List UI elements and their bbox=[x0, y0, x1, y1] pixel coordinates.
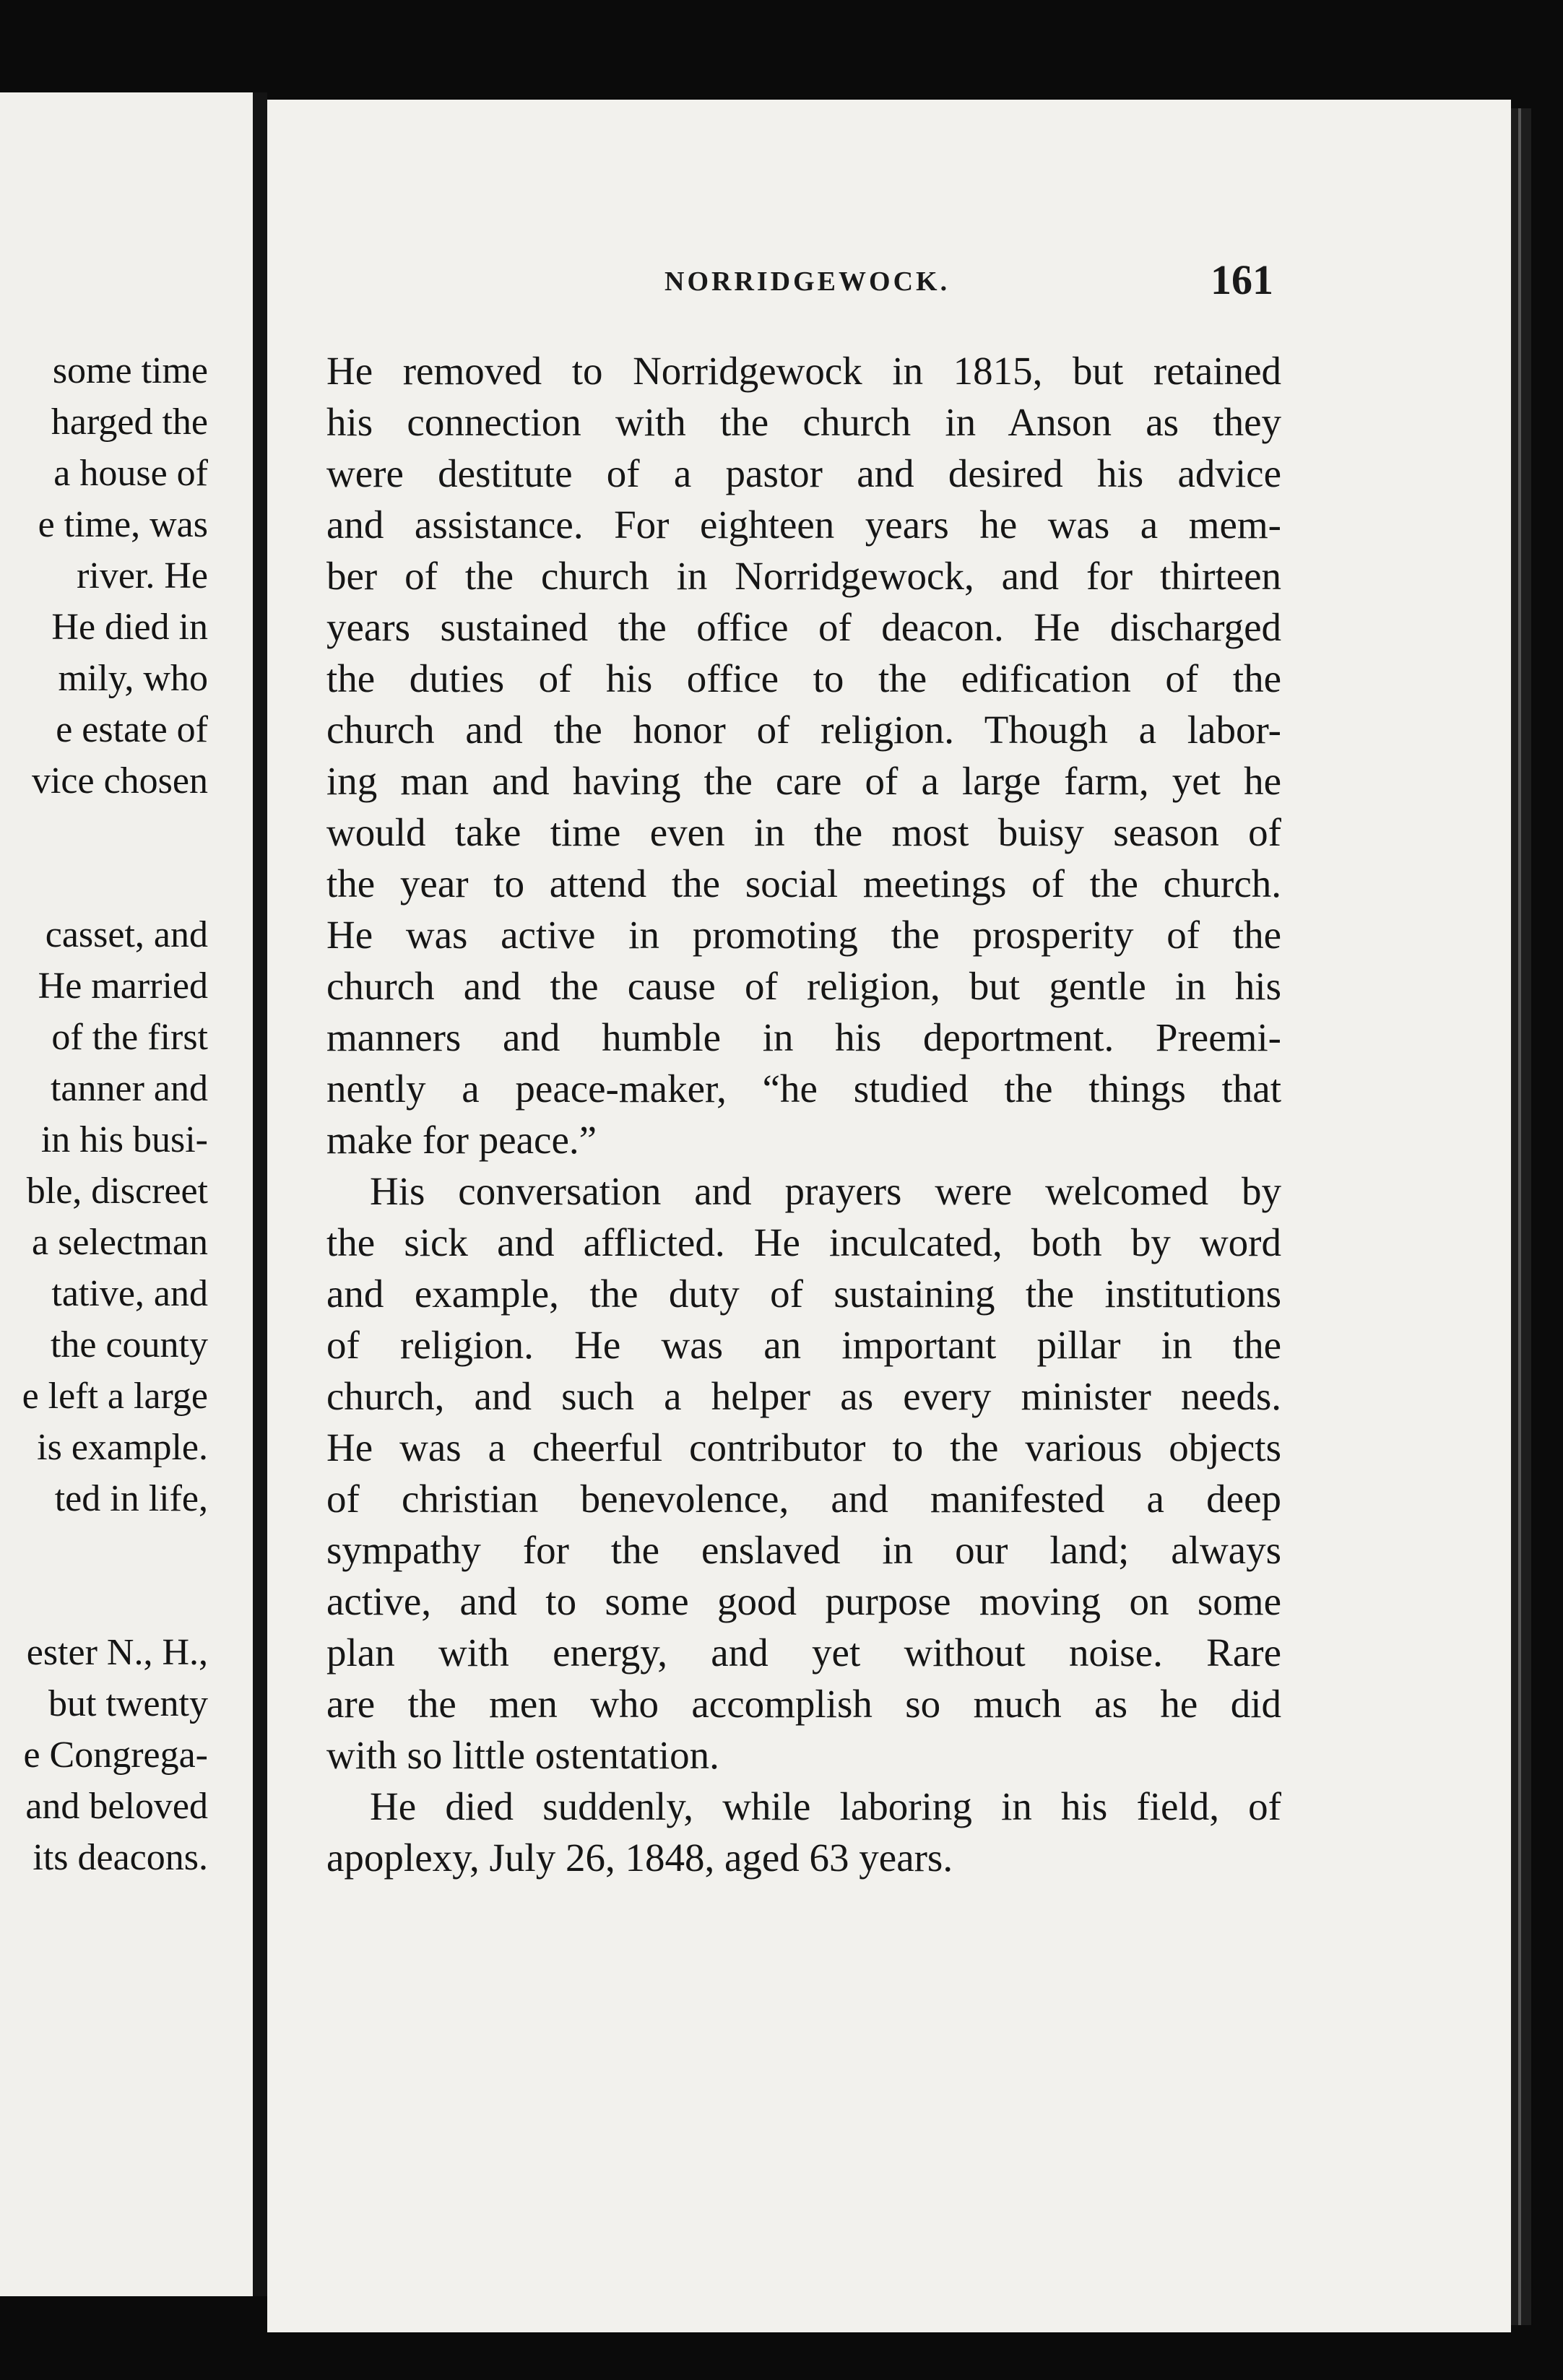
text-line: years sustained the office of deacon. He discharged bbox=[326, 605, 1281, 649]
paragraph-3 bbox=[326, 1781, 1281, 1883]
left-page bbox=[0, 92, 253, 2296]
left-line: vice chosen bbox=[31, 760, 208, 802]
page-number: 161 bbox=[1211, 256, 1273, 303]
left-line: of the first bbox=[51, 1017, 208, 1058]
text-line: were destitute of a pastor and desired his advice bbox=[326, 451, 1281, 495]
running-header bbox=[267, 256, 1511, 321]
left-page-text bbox=[0, 345, 208, 1883]
text-line: make for peace.” bbox=[326, 1118, 597, 1162]
left-line: the county bbox=[50, 1324, 208, 1365]
text-line: He was a cheerful contributor to the various objects bbox=[326, 1425, 1281, 1469]
text-line: He was active in promoting the prosperity of the bbox=[326, 913, 1281, 957]
text-line: He removed to Norridgewock in 1815, but retained bbox=[326, 349, 1281, 393]
paragraph-1 bbox=[326, 345, 1281, 1165]
text-line: are the men who accomplish so much as he did bbox=[326, 1682, 1281, 1726]
left-line: tative, and bbox=[51, 1273, 208, 1314]
page-edge bbox=[1511, 108, 1531, 2325]
left-line: ted in life, bbox=[54, 1478, 208, 1519]
left-line bbox=[0, 1576, 208, 1627]
page-edge-line bbox=[1518, 108, 1521, 2325]
book-gutter bbox=[253, 92, 267, 2296]
left-line: a selectman bbox=[32, 1222, 208, 1263]
text-line: active, and to some good purpose moving on some bbox=[326, 1579, 1281, 1623]
left-line bbox=[0, 1524, 208, 1576]
left-line: tanner and bbox=[50, 1068, 208, 1109]
body-text bbox=[326, 345, 1281, 1883]
text-line: the year to attend the social meetings of the church. bbox=[326, 861, 1281, 905]
text-line: of christian benevolence, and manifested a deep bbox=[326, 1477, 1281, 1521]
text-line: and example, the duty of sustaining the institutions bbox=[326, 1272, 1281, 1316]
left-line: He died in bbox=[51, 607, 208, 648]
left-line: mily, who bbox=[58, 658, 208, 699]
left-line bbox=[0, 858, 208, 909]
text-line: nently a peace-maker, “he studied the things that bbox=[326, 1067, 1281, 1111]
text-line: ber of the church in Norridgewock, and for thirteen bbox=[326, 554, 1281, 598]
text-line: ing man and having the care of a large farm, yet he bbox=[326, 759, 1281, 803]
left-line: its deacons. bbox=[33, 1837, 208, 1878]
text-line: his connection with the church in Anson as they bbox=[326, 400, 1281, 444]
text-line: plan with energy, and yet without noise. Rare bbox=[326, 1630, 1281, 1675]
text-line: His conversation and prayers were welcomed by bbox=[370, 1169, 1281, 1213]
text-line: church and the cause of religion, but gentle in his bbox=[326, 964, 1281, 1008]
text-line: manners and humble in his deportment. Preemi- bbox=[326, 1015, 1281, 1059]
text-line: church and the honor of religion. Though a labor- bbox=[326, 708, 1281, 752]
text-line: would take time even in the most buisy season of bbox=[326, 810, 1281, 854]
left-line bbox=[0, 807, 208, 858]
text-line: with so little ostentation. bbox=[326, 1733, 719, 1777]
left-line: ester N., H., bbox=[26, 1632, 208, 1673]
left-line: in his busi- bbox=[40, 1119, 208, 1160]
left-line: e time, was bbox=[38, 504, 208, 545]
text-line: apoplexy, July 26, 1848, aged 63 years. bbox=[326, 1836, 953, 1880]
left-line: e Congrega- bbox=[23, 1734, 208, 1776]
text-line: church, and such a helper as every minister needs. bbox=[326, 1374, 1281, 1418]
left-line: but twenty bbox=[48, 1683, 208, 1724]
text-line: the duties of his office to the edification of the bbox=[326, 656, 1281, 700]
running-title: NORRIDGEWOCK. bbox=[664, 266, 951, 297]
left-line: harged the bbox=[51, 401, 208, 443]
text-line: the sick and afflicted. He inculcated, both by word bbox=[326, 1220, 1281, 1264]
left-line: a house of bbox=[53, 453, 208, 494]
left-line: e left a large bbox=[22, 1376, 208, 1417]
text-line: He died suddenly, while laboring in his field, of bbox=[370, 1784, 1281, 1828]
text-line: sympathy for the enslaved in our land; always bbox=[326, 1528, 1281, 1572]
left-line: and beloved bbox=[25, 1786, 208, 1827]
paragraph-2 bbox=[326, 1165, 1281, 1781]
left-line: casset, and bbox=[45, 914, 208, 955]
left-line: e estate of bbox=[56, 709, 208, 750]
left-line: is example. bbox=[37, 1427, 208, 1468]
left-line: river. He bbox=[77, 555, 208, 596]
left-line: some time bbox=[52, 350, 208, 391]
right-page bbox=[267, 100, 1511, 2332]
left-line: ble, discreet bbox=[26, 1171, 208, 1212]
left-line: He married bbox=[38, 965, 208, 1007]
text-line: and assistance. For eighteen years he was a mem- bbox=[326, 503, 1281, 547]
text-line: of religion. He was an important pillar in the bbox=[326, 1323, 1281, 1367]
